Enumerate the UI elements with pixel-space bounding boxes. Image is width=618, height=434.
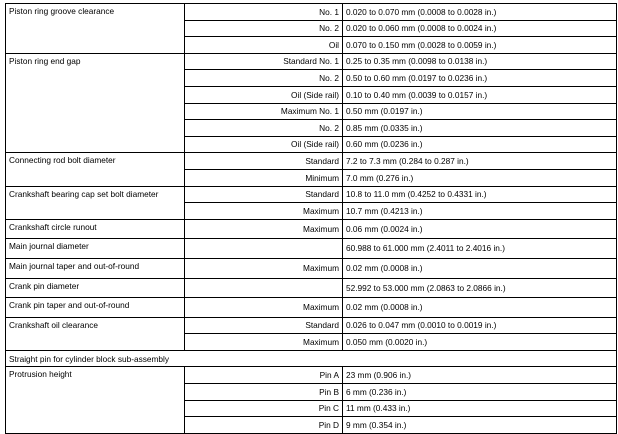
condition-cell: Oil <box>185 37 343 54</box>
value-cell: 0.050 mm (0.0020 in.) <box>343 334 617 351</box>
value-cell: 10.7 mm (0.4213 in.) <box>343 203 617 220</box>
value-cell: 0.020 to 0.060 mm (0.0008 to 0.0024 in.) <box>343 20 617 37</box>
item-cell: Piston ring end gap <box>6 53 185 153</box>
table-row <box>6 350 617 367</box>
condition-cell: Standard <box>185 153 343 170</box>
table-row <box>6 367 617 384</box>
item-cell: Crankshaft oil clearance <box>6 317 185 350</box>
condition-cell: Standard No. 1 <box>185 53 343 70</box>
item-cell: Crankshaft bearing cap set bolt diameter <box>6 186 185 219</box>
value-cell: 0.02 mm (0.0008 in.) <box>343 258 617 278</box>
table-row <box>6 317 617 334</box>
value-cell: 0.60 mm (0.0236 in.) <box>343 136 617 153</box>
condition-cell: No. 2 <box>185 120 343 137</box>
value-cell: 0.070 to 0.150 mm (0.0028 to 0.0059 in.) <box>343 37 617 54</box>
value-cell: 0.25 to 0.35 mm (0.0098 to 0.0138 in.) <box>343 53 617 70</box>
table-row <box>6 278 617 298</box>
condition-cell: Standard <box>185 317 343 334</box>
table-row <box>6 239 617 259</box>
condition-cell: Maximum <box>185 298 343 318</box>
condition-cell: Oil (Side rail) <box>185 86 343 103</box>
item-cell: Crank pin diameter <box>6 278 185 298</box>
value-cell: 0.10 to 0.40 mm (0.0039 to 0.0157 in.) <box>343 86 617 103</box>
spec-table-body <box>6 4 617 434</box>
table-row <box>6 53 617 70</box>
table-row <box>6 258 617 278</box>
item-cell: Piston ring groove clearance <box>6 4 185 54</box>
condition-cell: Pin B <box>185 384 343 401</box>
condition-cell: Maximum <box>185 258 343 278</box>
table-row <box>6 186 617 203</box>
condition-cell: Maximum <box>185 203 343 220</box>
value-cell: 7.2 to 7.3 mm (0.284 to 0.287 in.) <box>343 153 617 170</box>
value-cell: 6 mm (0.236 in.) <box>343 384 617 401</box>
item-cell: Crank pin taper and out-of-round <box>6 298 185 318</box>
condition-cell: Pin A <box>185 367 343 384</box>
value-cell: 0.020 to 0.070 mm (0.0008 to 0.0028 in.) <box>343 4 617 21</box>
item-cell: Connecting rod bolt diameter <box>6 153 185 186</box>
table-row <box>6 4 617 21</box>
value-cell: 23 mm (0.906 in.) <box>343 367 617 384</box>
condition-cell: Standard <box>185 186 343 203</box>
item-cell: Protrusion height <box>6 367 185 433</box>
condition-cell: Maximum No. 1 <box>185 103 343 120</box>
value-cell: 0.50 to 0.60 mm (0.0197 to 0.0236 in.) <box>343 70 617 87</box>
value-cell: 0.85 mm (0.0335 in.) <box>343 120 617 137</box>
spec-table <box>5 3 617 434</box>
value-cell: 0.026 to 0.047 mm (0.0010 to 0.0019 in.) <box>343 317 617 334</box>
condition-cell: Maximum <box>185 334 343 351</box>
condition-cell: No. 1 <box>185 4 343 21</box>
item-cell: Main journal taper and out-of-round <box>6 258 185 278</box>
item-cell: Crankshaft circle runout <box>6 219 185 239</box>
section-heading-cell: Straight pin for cylinder block sub-assembly <box>6 350 617 367</box>
condition-cell: Pin D <box>185 417 343 434</box>
table-row <box>6 298 617 318</box>
item-cell: Main journal diameter <box>6 239 185 259</box>
value-cell: 9 mm (0.354 in.) <box>343 417 617 434</box>
value-cell: 10.8 to 11.0 mm (0.4252 to 0.4331 in.) <box>343 186 617 203</box>
value-cell: 52.992 to 53.000 mm (2.0863 to 2.0866 in.) <box>343 278 617 298</box>
condition-cell: Maximum <box>185 219 343 239</box>
condition-cell <box>185 278 343 298</box>
table-row <box>6 219 617 239</box>
condition-cell: No. 2 <box>185 70 343 87</box>
value-cell: 0.50 mm (0.0197 in.) <box>343 103 617 120</box>
value-cell: 11 mm (0.433 in.) <box>343 400 617 417</box>
value-cell: 0.02 mm (0.0008 in.) <box>343 298 617 318</box>
condition-cell: Oil (Side rail) <box>185 136 343 153</box>
value-cell: 60.988 to 61.000 mm (2.4011 to 2.4016 in.) <box>343 239 617 259</box>
value-cell: 0.06 mm (0.0024 in.) <box>343 219 617 239</box>
table-row <box>6 153 617 170</box>
condition-cell: Minimum <box>185 169 343 186</box>
value-cell: 7.0 mm (0.276 in.) <box>343 169 617 186</box>
condition-cell: No. 2 <box>185 20 343 37</box>
condition-cell <box>185 239 343 259</box>
condition-cell: Pin C <box>185 400 343 417</box>
